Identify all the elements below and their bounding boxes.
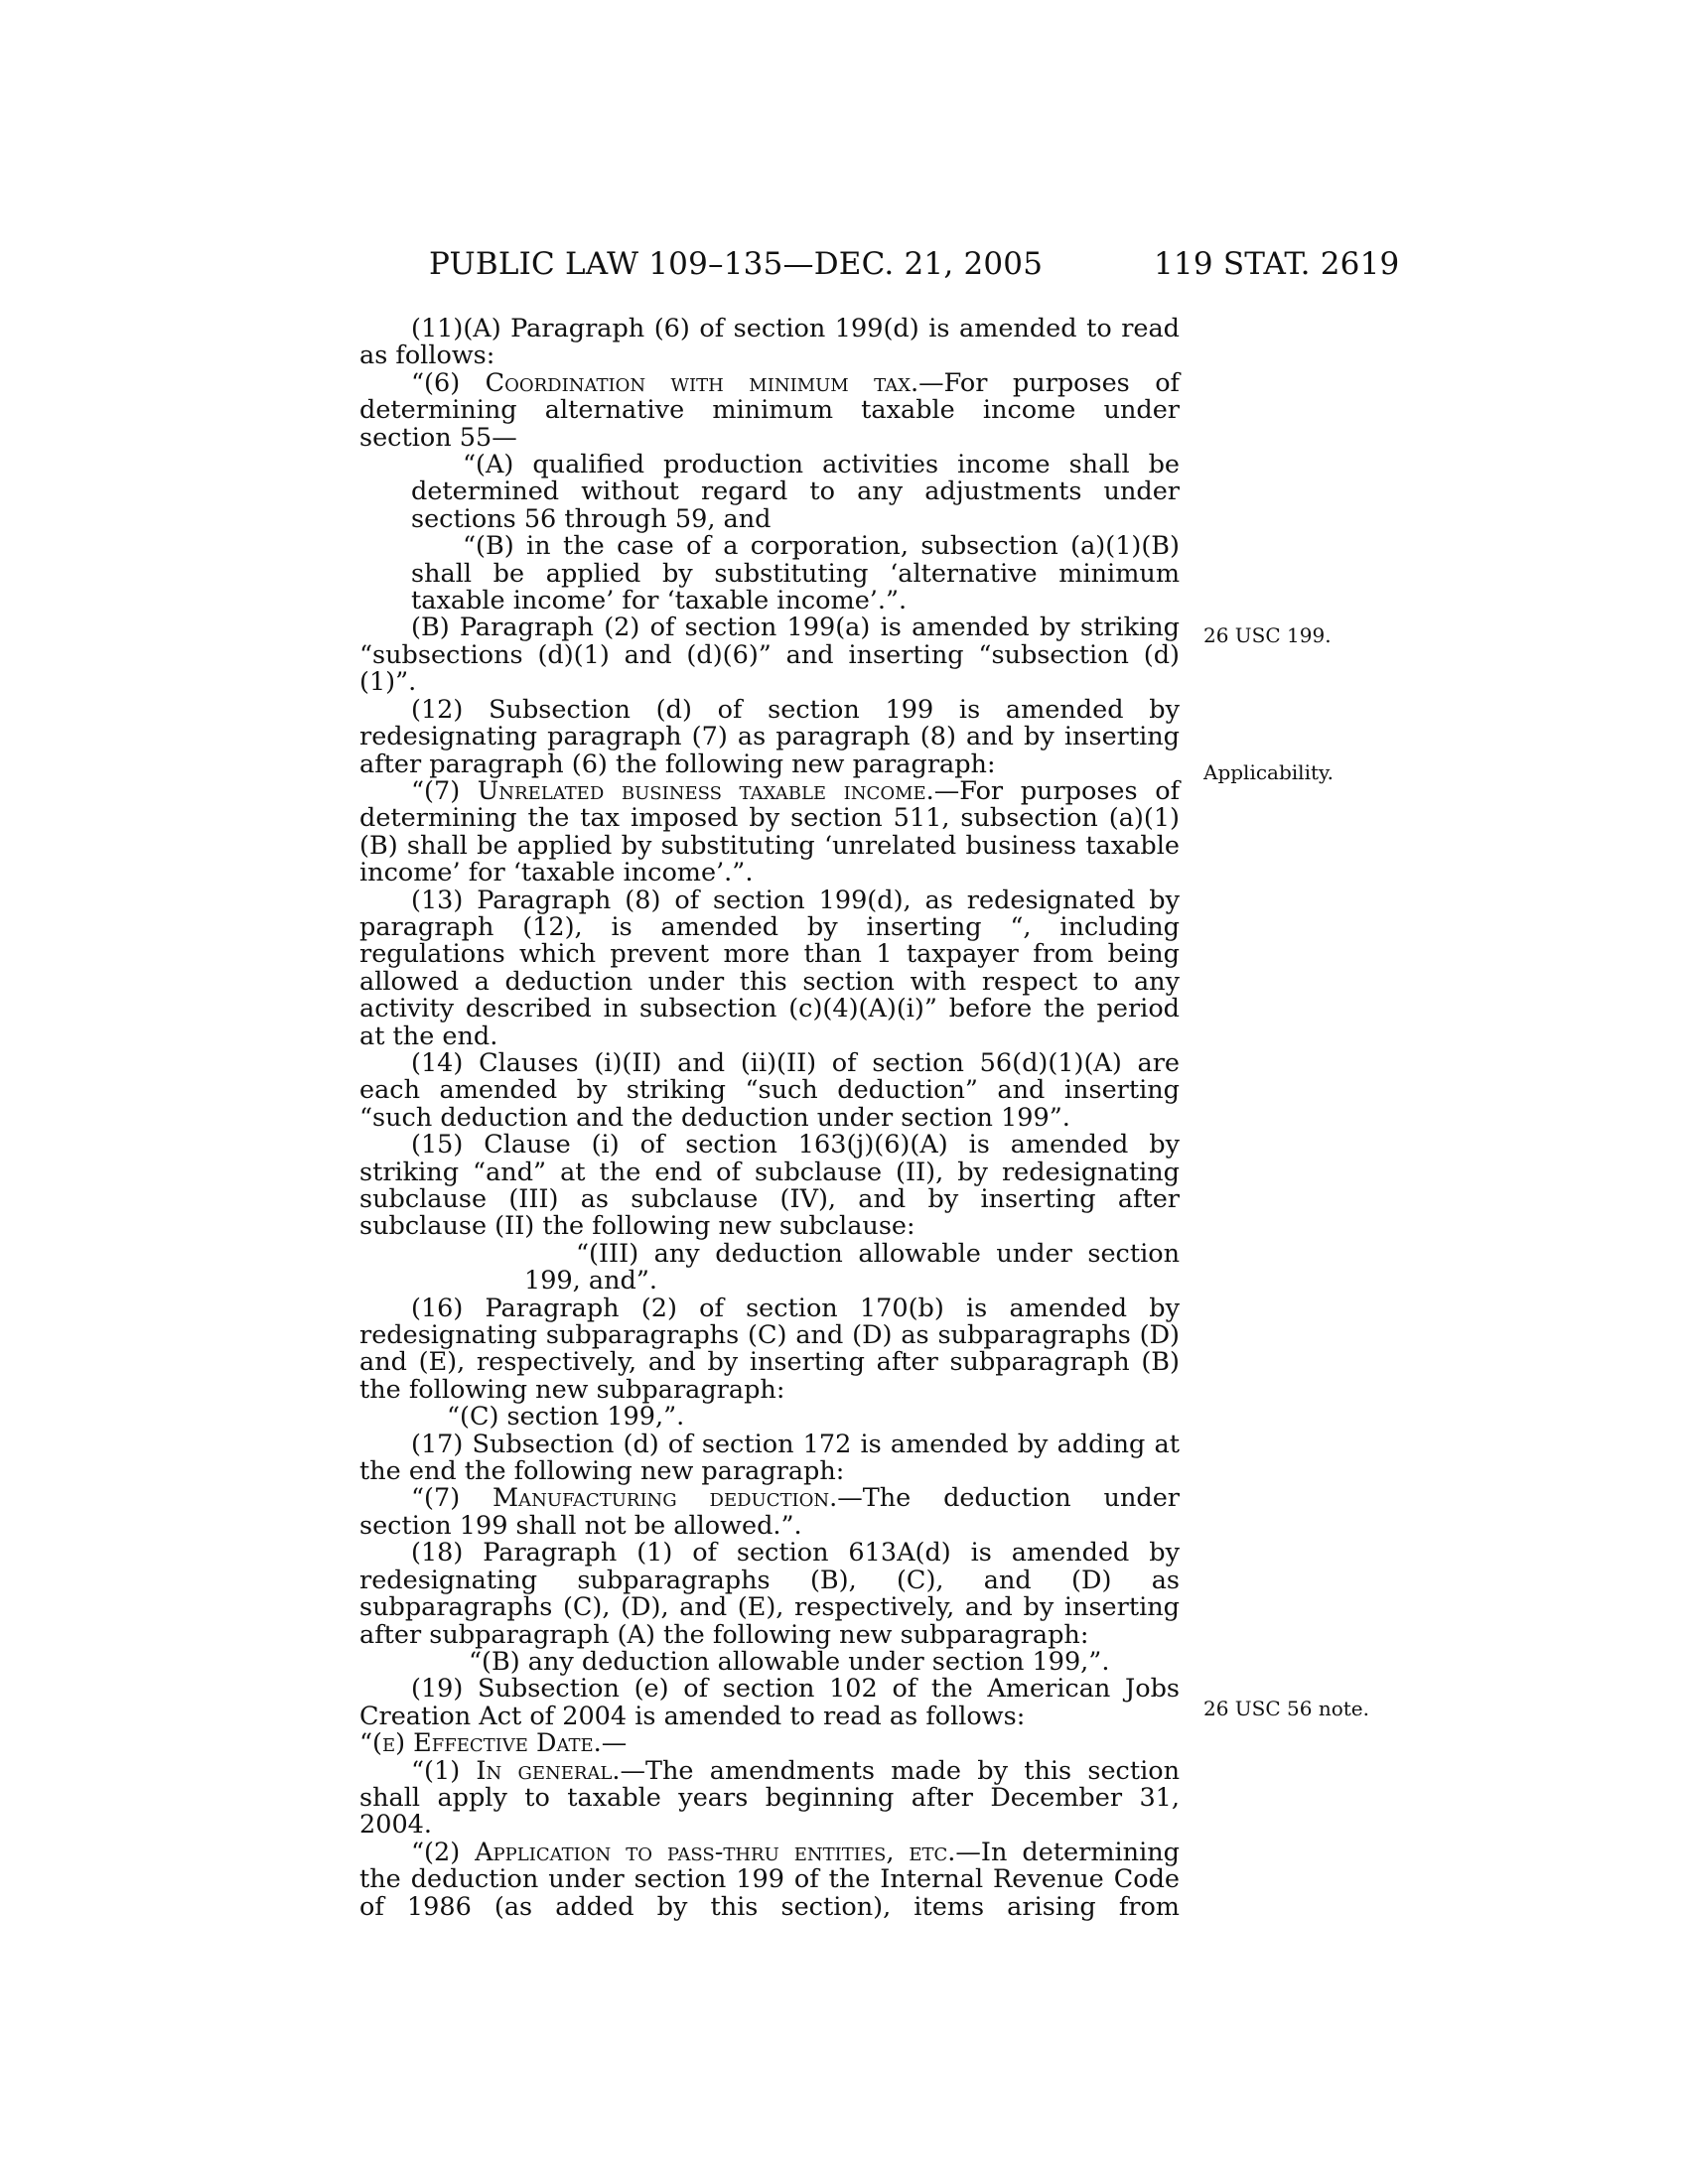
paragraph-heading: “(e) Effective Date.: [359, 1728, 602, 1759]
paragraph-6-coordination: [359, 367, 1180, 453]
paragraph-text: —: [601, 1728, 628, 1759]
subparagraph-c: “(C) section 199,”.: [447, 1402, 685, 1433]
paragraph-2-pass-thru: [359, 1837, 1180, 1922]
document-body: [359, 316, 1180, 1921]
paragraph-11a: (11)(A) Paragraph (6) of section 199(d) is amended to read as follows:: [359, 314, 1180, 371]
margin-note-26usc56: 26 USC 56 note.: [1203, 1697, 1369, 1720]
paragraph-text: —The deduction under section 199 shall not be allowed.”.: [359, 1483, 1180, 1541]
paragraph-7-unrelated: [359, 775, 1181, 888]
paragraph-16: (16) Paragraph (2) of section 170(b) is amended by redesignating subparagraphs (C) and (D) as subparagraphs (D) and (E), respectively, and by inserting after subparagraph (B) the following new subparagraph:: [359, 1293, 1180, 1405]
paragraph-text: —In determining the deduction under section 199 of the Internal Revenue Code of 1986 (as added by this section), items arising from: [359, 1837, 1180, 1922]
paragraph-14: (14) Clauses (i)(II) and (ii)(II) of section 56(d)(1)(A) are each amended by striking “such deduction” and inserting “such deduction and the deduction under section 199”.: [359, 1047, 1180, 1133]
subparagraph-b-613a: “(B) any deduction allowable under section 199,”.: [469, 1646, 1110, 1677]
subsection-e-effective-date: [359, 1730, 1180, 1757]
paragraph-13: (13) Paragraph (8) of section 199(d), as redesignated by paragraph (12), is amended by inserting “, including regulations which prevent more than 1 taxpayer from being allowed a deduction under this section with respect to any activity described in subsection (c)(4)(A)(i)” before the period at the end.: [359, 885, 1180, 1051]
paragraph-text: —For purposes of determining alternative minimum taxable income under section 55—: [359, 367, 1180, 453]
paragraph-1-in-general: [359, 1755, 1181, 1841]
running-header-title: PUBLIC LAW 109–135—DEC. 21, 2005: [429, 246, 1044, 282]
paragraph-heading: “(6) Coordination with minimum tax.: [411, 367, 919, 398]
paragraph-heading: “(7) Unrelated business taxable income.: [411, 775, 934, 806]
margin-note-applicability: Applicability.: [1203, 760, 1334, 784]
running-header-page: 119 STAT. 2619: [1154, 246, 1400, 282]
subparagraph-b: “(B) in the case of a corporation, subsection (a)(1)(B) shall be applied by substituting ‘alternative minimum taxable income’ for ‘taxable income’.”.: [411, 531, 1180, 616]
paragraph-19: (19) Subsection (e) of section 102 of the American Jobs Creation Act of 2004 is amended to read as follows:: [359, 1674, 1180, 1731]
paragraph-text: —For purposes of determining the tax imposed by section 511, subsection (a)(1)(B) shall be applied by substituting ‘unrelated business taxable income’ for ‘taxable income’.”.: [359, 775, 1181, 888]
margin-note-26usc199: 26 USC 199.: [1203, 623, 1332, 647]
paragraph-heading: “(7) Manufacturing deduction.: [411, 1483, 838, 1514]
paragraph-12: (12) Subsection (d) of section 199 is amended by redesignating paragraph (7) as paragraph (8) and by inserting after paragraph (6) the following new paragraph:: [359, 694, 1180, 779]
paragraph-heading: “(2) Application to pass-thru entities, etc.: [411, 1837, 956, 1867]
paragraph-17: (17) Subsection (d) of section 172 is amended by adding at the end the following new paragraph:: [359, 1429, 1180, 1487]
subclause-iii: “(III) any deduction allowable under section 199, and”.: [524, 1238, 1180, 1297]
paragraph-7-manufacturing: [359, 1485, 1180, 1540]
paragraph-heading: “(1) In general.: [411, 1755, 621, 1786]
paragraph-text: —The amendments made by this section shall apply to taxable years beginning after December 31, 2004.: [359, 1755, 1181, 1841]
paragraph-18: (18) Paragraph (1) of section 613A(d) is amended by redesignating subparagraphs (B), (C), and (D) as subparagraphs (C), (D), and (E), respectively, and by inserting after subparagraph (A) the following new subparagraph:: [359, 1538, 1180, 1650]
subparagraph-a: “(A) qualified production activities income shall be determined without regard to any adjustments under sections 56 through 59, and: [411, 450, 1180, 534]
paragraph-15: (15) Clause (i) of section 163(j)(6)(A) is amended by striking “and” at the end of subclause (II), by redesignating subclause (III) as subclause (IV), and by inserting after subclause (II) the following new subclause:: [359, 1130, 1180, 1242]
paragraph-11b: (B) Paragraph (2) of section 199(a) is amended by striking “subsections (d)(1) and (d)(6)” and inserting “subsection (d)(1)”.: [359, 613, 1180, 698]
